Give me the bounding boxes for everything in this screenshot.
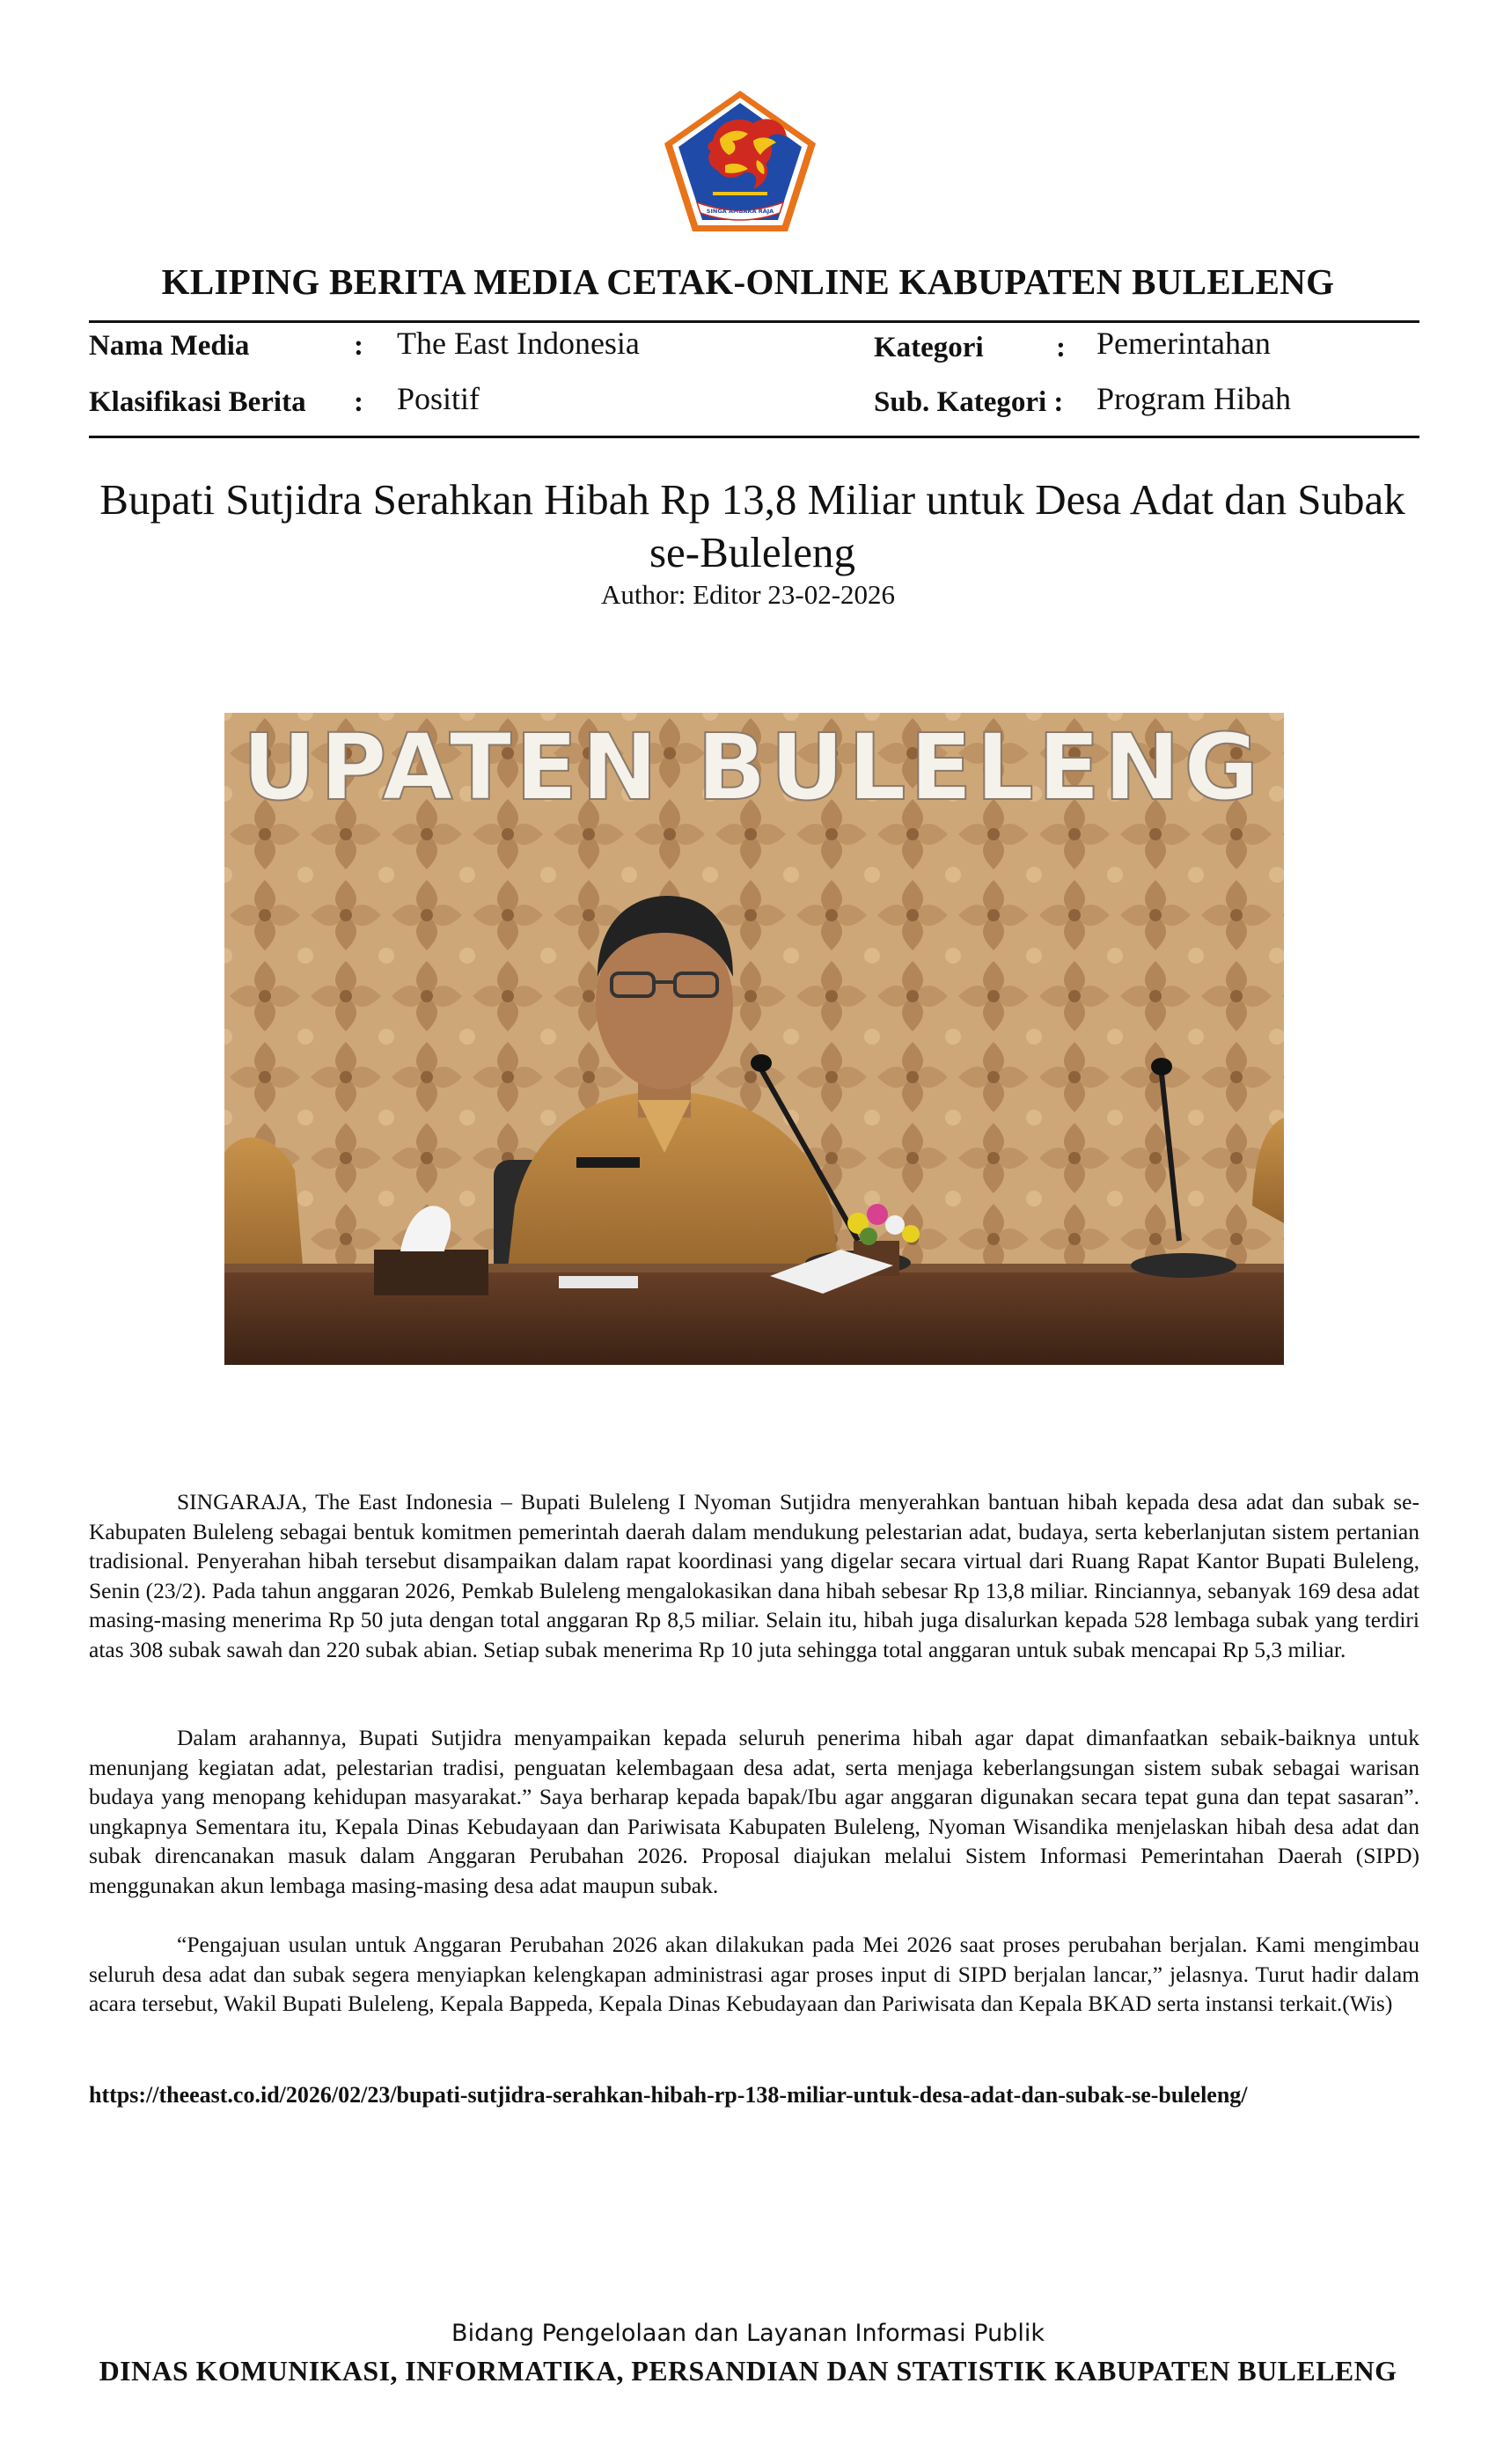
article-paragraph-2 [89, 1723, 1419, 1900]
nama-media-value: The East Indonesia [397, 326, 640, 361]
kategori-label: Kategori [874, 332, 984, 363]
nama-media-colon: : [354, 330, 363, 362]
klasifikasi-colon: : [354, 386, 363, 418]
article-paragraph-1 [89, 1487, 1419, 1664]
klasifikasi-label: Klasifikasi Berita [89, 386, 306, 418]
footer-department: Bidang Pengelolaan dan Layanan Informasi Publik [451, 2320, 1045, 2347]
article-paragraph-3-text: “Pengajuan usulan untuk Anggaran Perubahan 2026 akan dilakukan pada Mei 2026 saat proses perubahan berjalan. Kami mengimbau seluruh desa adat dan subak segera menyiapkan kelengkapan administrasi agar proses input di SIPD berjalan lancar,” jelasnya. Turut hadir dalam acara tersebut, Wakil Bupati Buleleng, Kepala Bappeda, Kepala Dinas Kebudayaan dan Pariwisata dan Kepala BKAD serta instansi terkait.(Wis) [89, 1932, 1419, 2016]
article-photo [224, 713, 1284, 1365]
buleleng-regency-logo [662, 88, 818, 234]
sub-kategori-label: Sub. Kategori : [874, 386, 1064, 418]
source-url-link[interactable]: https://theeast.co.id/2026/02/23/bupati-sutjidra-serahkan-hibah-rp-138-miliar-untuk-desa-adat-dan-subak-se-buleleng/ [89, 2082, 1248, 2108]
masthead-title: KLIPING BERITA MEDIA CETAK-ONLINE KABUPATEN BULELENG [161, 261, 1335, 302]
klasifikasi-value: Positif [397, 381, 480, 416]
header-divider-top [89, 320, 1419, 323]
article-byline: Author: Editor 23-02-2026 [600, 579, 896, 610]
article-paragraph-1-text: SINGARAJA, The East Indonesia – Bupati Buleleng I Nyoman Sutjidra menyerahkan bantuan hibah kepada desa adat dan subak se- Kabupaten Buleleng sebagai bentuk komitmen pemerintah daerah dalam mendukung pelestarian adat, budaya, serta keberlanjutan sistem pertanian tradisional. Penyerahan hibah tersebut disampaikan dalam rapat koordinasi yang digelar secara virtual dari Ruang Rapat Kantor Bupati Buleleng, Senin (23/2). Pada tahun anggaran 2026, Pemkab Buleleng mengalokasikan dana hibah sebesar Rp 13,8 miliar. Rinciannya, sebanyak 169 desa adat masing-masing menerima Rp 50 juta dengan total anggaran Rp 8,5 miliar. Selain itu, hibah juga disalurkan kepada 528 lembaga subak yang terdiri atas 308 subak sawah dan 220 subak abian. Setiap subak menerima Rp 10 juta sehingga total anggaran untuk subak mencapai Rp 5,3 miliar. [89, 1489, 1419, 1662]
logo-motto: SINGA AMBARA RAJA [706, 208, 774, 215]
kategori-value: Pemerintahan [1096, 326, 1271, 361]
article-paragraph-2-text: Dalam arahannya, Bupati Sutjidra menyampaikan kepada seluruh penerima hibah agar dapat dimanfaatkan sebaik-baiknya untuk menunjang kegiatan adat, pelestarian tradisi, penguatan kelembagaan desa adat, serta menjaga keberlangsungan sistem subak sebagai warisan budaya yang menopang kehidupan masyarakat.” Saya berharap kepada bapak/Ibu agar anggaran digunakan secara tepat guna dan tepat sasaran”. ungkapnya Sementara itu, Kepala Dinas Kebudayaan dan Pariwisata Kabupaten Buleleng, Nyoman Wisandika menjelaskan hibah desa adat dan subak direncanakan masuk dalam Anggaran Perubahan 2026. Proposal diajukan melalui Sistem Informasi Pemerintahan Daerah (SIPD) menggunakan akun lembaga masing-masing desa adat maupun subak. [89, 1725, 1419, 1898]
article-headline: Bupati Sutjidra Serahkan Hibah Rp 13,8 Miliar untuk Desa Adat dan Subak se-Buleleng [99, 475, 1405, 576]
footer-agency: DINAS KOMUNIKASI, INFORMATIKA, PERSANDIAN DAN STATISTIK KABUPATEN BULELENG [99, 2355, 1397, 2387]
article-paragraph-3 [89, 1930, 1419, 2019]
kategori-colon: : [1056, 332, 1066, 363]
nama-media-label: Nama Media [89, 330, 250, 362]
photo-sign-text: UPATEN BULELENG [242, 714, 1263, 821]
sub-kategori-value: Program Hibah [1096, 381, 1291, 416]
header-divider-bottom [89, 436, 1419, 438]
